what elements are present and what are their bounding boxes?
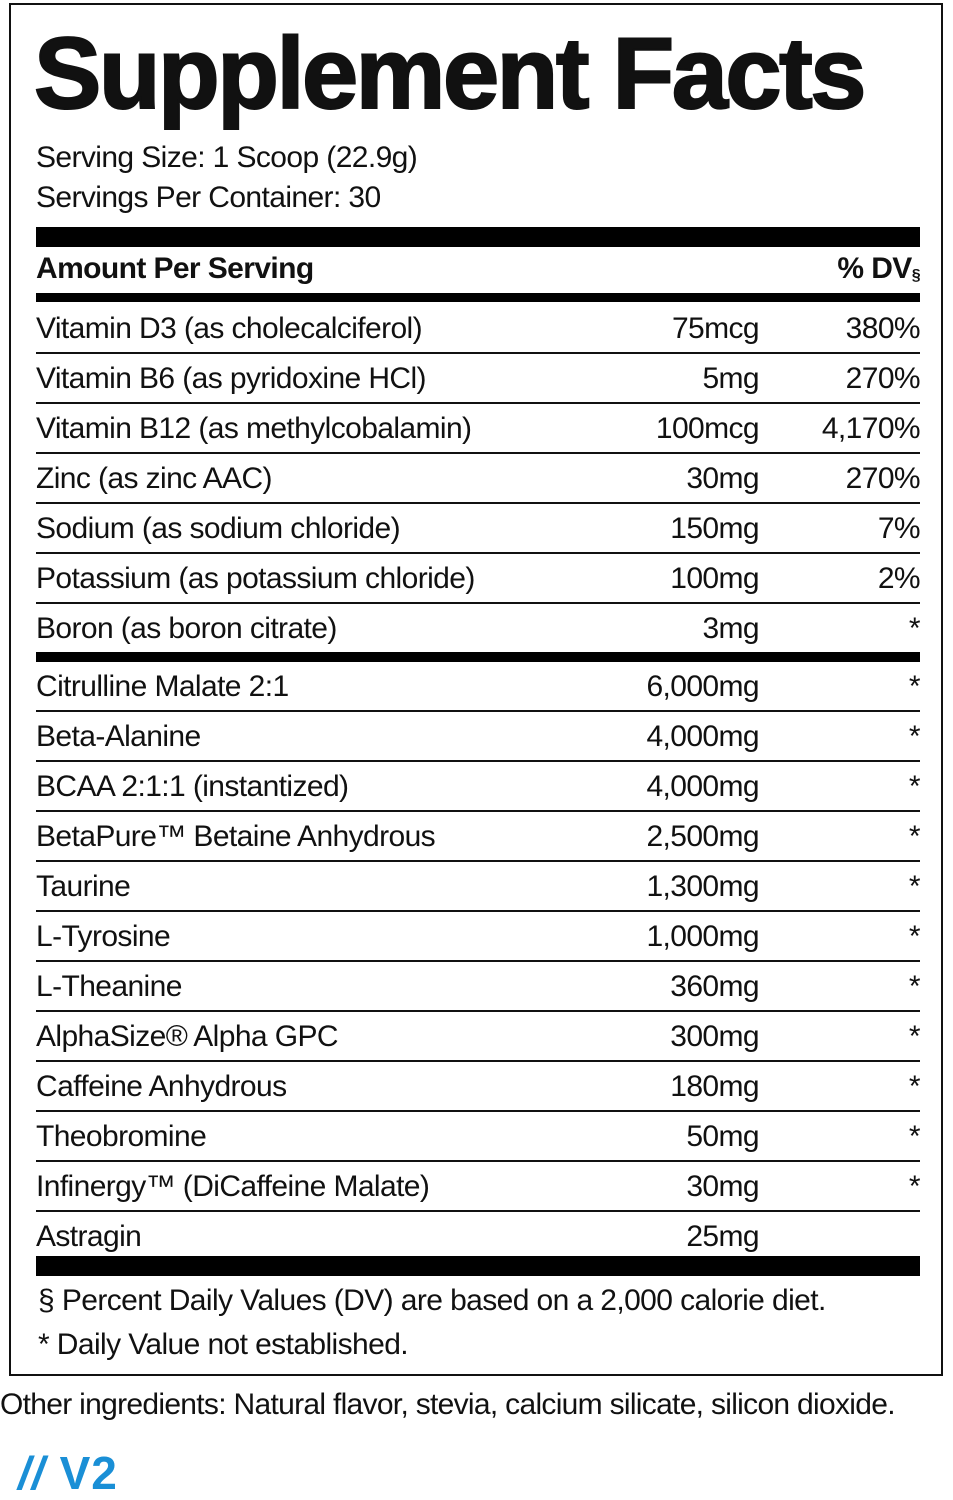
nutrient-row <box>36 1012 920 1062</box>
nutrient-row <box>36 712 920 762</box>
divider-thick <box>36 1256 920 1276</box>
nutrient-dv: 380% <box>845 312 920 345</box>
nutrient-name: Zinc (as zinc AAC) <box>36 462 272 495</box>
footnote-dv: § Percent Daily Values (DV) are based on a 2,000 calorie diet. <box>38 1284 826 1317</box>
nutrient-row <box>36 1112 920 1162</box>
nutrient-row <box>36 912 920 962</box>
nutrient-dv: 4,170% <box>821 412 920 445</box>
nutrient-dv: * <box>908 1020 920 1053</box>
nutrient-amount: 180mg <box>670 1070 759 1103</box>
nutrient-table <box>36 304 920 1260</box>
nutrient-amount: 100mcg <box>655 412 759 445</box>
nutrient-row <box>36 862 920 912</box>
nutrient-row <box>36 1212 920 1260</box>
nutrient-row <box>36 554 920 604</box>
divider-thick <box>36 227 920 247</box>
nutrient-dv: * <box>908 770 920 803</box>
nutrient-row <box>36 762 920 812</box>
other-ingredients: Other ingredients: Natural flavor, stevia, calcium silicate, silicon dioxide. <box>0 1388 895 1421</box>
nutrient-amount: 25mg <box>686 1220 759 1253</box>
nutrient-dv: 2% <box>877 562 920 595</box>
nutrient-amount: 75mcg <box>671 312 759 345</box>
nutrient-name: Taurine <box>36 870 131 903</box>
nutrient-amount: 360mg <box>670 970 759 1003</box>
nutrient-dv: 270% <box>845 462 920 495</box>
nutrient-amount: 4,000mg <box>646 720 759 753</box>
nutrient-dv: 7% <box>877 512 920 545</box>
nutrient-dv: * <box>908 920 920 953</box>
servings-per-container: Servings Per Container: 30 <box>36 181 381 214</box>
nutrient-row <box>36 354 920 404</box>
nutrient-row <box>36 812 920 862</box>
nutrient-name: Vitamin B12 (as methylcobalamin) <box>36 412 472 445</box>
logo-text: V2 <box>59 1447 118 1499</box>
nutrient-name: Vitamin D3 (as cholecalciferol) <box>36 312 423 345</box>
dv-label <box>837 252 920 286</box>
nutrient-name: L-Tyrosine <box>36 920 171 953</box>
nutrient-row <box>36 604 920 652</box>
nutrient-row <box>36 404 920 454</box>
nutrient-amount: 30mg <box>686 1170 759 1203</box>
nutrient-amount: 6,000mg <box>646 670 759 703</box>
amount-per-serving-label: Amount Per Serving <box>36 252 314 285</box>
nutrient-amount: 2,500mg <box>646 820 759 853</box>
nutrient-name: Potassium (as potassium chloride) <box>36 562 475 595</box>
nutrient-amount: 50mg <box>686 1120 759 1153</box>
footnote-not-established: * Daily Value not established. <box>38 1328 409 1361</box>
nutrient-row <box>36 454 920 504</box>
nutrient-row <box>36 662 920 712</box>
nutrient-name: Beta-Alanine <box>36 720 201 753</box>
nutrient-name: Theobromine <box>36 1120 207 1153</box>
nutrient-dv: * <box>908 870 920 903</box>
nutrient-dv: * <box>908 612 920 645</box>
nutrient-name: Citrulline Malate 2:1 <box>36 670 289 703</box>
dv-text: % DV <box>837 252 912 285</box>
nutrient-name: Sodium (as sodium chloride) <box>36 512 400 545</box>
nutrient-name: Vitamin B6 (as pyridoxine HCl) <box>36 362 426 395</box>
nutrient-name: Boron (as boron citrate) <box>36 612 337 645</box>
nutrient-row <box>36 504 920 554</box>
nutrient-name: Caffeine Anhydrous <box>36 1070 287 1103</box>
nutrient-dv: * <box>908 720 920 753</box>
nutrient-name: Astragin <box>36 1220 142 1253</box>
nutrient-amount: 30mg <box>686 462 759 495</box>
nutrient-dv: * <box>908 1170 920 1203</box>
nutrient-name: AlphaSize® Alpha GPC <box>36 1020 338 1053</box>
logo-slashes: // <box>18 1447 46 1499</box>
nutrient-amount: 150mg <box>670 512 759 545</box>
nutrient-dv: * <box>908 820 920 853</box>
nutrient-row <box>36 304 920 354</box>
nutrient-name: L-Theanine <box>36 970 182 1003</box>
divider-thick <box>36 293 920 302</box>
table-header <box>36 252 920 292</box>
nutrient-amount: 4,000mg <box>646 770 759 803</box>
nutrient-row <box>36 1062 920 1112</box>
nutrient-dv: * <box>908 1070 920 1103</box>
nutrient-row <box>36 1162 920 1212</box>
nutrient-amount: 300mg <box>670 1020 759 1053</box>
nutrient-dv: * <box>908 670 920 703</box>
nutrient-name: BetaPure™ Betaine Anhydrous <box>36 820 436 853</box>
nutrient-amount: 1,000mg <box>646 920 759 953</box>
nutrient-name: Infinergy™ (DiCaffeine Malate) <box>36 1170 430 1203</box>
nutrient-amount: 100mg <box>670 562 759 595</box>
nutrient-dv: 270% <box>845 362 920 395</box>
nutrient-dv: * <box>908 970 920 1003</box>
panel-title: Supplement Facts <box>34 18 864 130</box>
serving-size: Serving Size: 1 Scoop (22.9g) <box>36 141 418 174</box>
v2-logo <box>18 1446 118 1500</box>
nutrient-amount: 3mg <box>702 612 759 645</box>
nutrient-amount: 1,300mg <box>646 870 759 903</box>
nutrient-name: BCAA 2:1:1 (instantized) <box>36 770 349 803</box>
dv-mark: § <box>911 267 920 284</box>
nutrient-row <box>36 962 920 1012</box>
nutrient-amount: 5mg <box>702 362 759 395</box>
divider-thick <box>36 652 920 662</box>
nutrient-dv: * <box>908 1120 920 1153</box>
